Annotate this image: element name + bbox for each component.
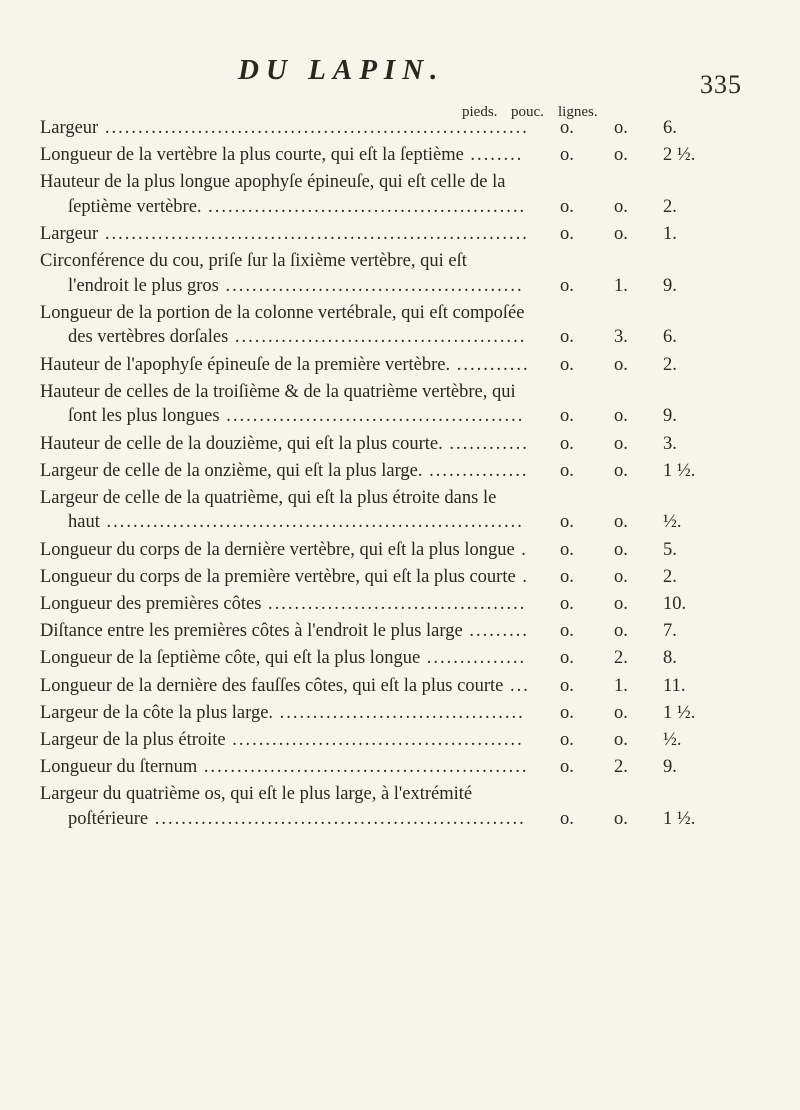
row-label-text: Largeur de la plus étroite [40, 729, 226, 750]
row-values [530, 222, 770, 247]
value-pieds: o. [560, 460, 574, 481]
dot-leader: ................................................. [197, 757, 529, 778]
value-pouces: 2. [614, 757, 628, 778]
row-label [40, 432, 530, 457]
value-pieds: o. [560, 539, 574, 560]
dot-leader: ... [503, 675, 530, 696]
dot-leader: ............................................. [218, 275, 524, 296]
value-lignes: ½. [663, 729, 682, 750]
dot-leader: ........................................................ [148, 808, 526, 829]
row-label [40, 353, 530, 378]
row-label-text: Longueur de la vertèbre la plus courte, qui eſt la ſeptième [40, 145, 464, 166]
value-pieds: o. [560, 621, 574, 642]
table-row [40, 170, 770, 219]
value-pieds: o. [560, 196, 574, 217]
table-row [40, 728, 770, 753]
row-values [530, 195, 770, 220]
value-pieds: o. [560, 406, 574, 427]
row-values [530, 353, 770, 378]
table-row [40, 486, 770, 535]
row-label-text: Longueur des premières côtes [40, 593, 262, 614]
table-row [40, 701, 770, 726]
value-lignes: 9. [663, 275, 677, 296]
row-values [530, 565, 770, 590]
value-pouces: o. [614, 406, 628, 427]
table-row [40, 755, 770, 780]
measurement-table [40, 116, 770, 834]
dot-leader: . [515, 566, 529, 587]
dot-leader: ........ [463, 145, 524, 166]
value-pieds: o. [560, 327, 574, 348]
row-label-text: Diſtance entre les premières côtes à l'endroit le plus large [40, 621, 463, 642]
row-label [40, 646, 530, 671]
value-pouces: o. [614, 702, 628, 723]
value-pieds: o. [560, 118, 574, 138]
row-label-text: Hauteur de l'apophyſe épineuſe de la première vertèbre. [40, 354, 451, 375]
row-values [530, 510, 770, 535]
row-label-text: Circonférence du cou, priſe ſur la ſixième vertèbre, qui eſt l'endroit le plus gros [40, 251, 467, 296]
row-values [530, 807, 770, 832]
table-row [40, 674, 770, 699]
row-label [40, 782, 530, 831]
value-pieds: o. [560, 433, 574, 454]
row-label-text: Longueur de la portion de la colonne vertébrale, qui eſt compoſée des vertèbres dorſales [40, 302, 525, 348]
row-values [530, 701, 770, 726]
column-header-pouces: pouc. [511, 104, 544, 120]
row-label-text: Largeur [40, 224, 99, 245]
value-lignes: 2. [663, 566, 677, 587]
table-row [40, 380, 770, 429]
column-header-lignes: lignes. [558, 104, 598, 120]
table-row [40, 249, 770, 298]
value-lignes: 2. [663, 354, 677, 375]
value-pieds: o. [560, 593, 574, 614]
value-pouces: o. [614, 729, 628, 750]
row-label-text: Hauteur de la plus longue apophyſe épineuſe, qui eſt celle de la ſeptième vertèbre. [40, 172, 506, 217]
row-label [40, 592, 530, 617]
page-number: 335 [700, 70, 742, 99]
row-values [530, 274, 770, 299]
value-pouces: 2. [614, 648, 628, 669]
row-label-text: Hauteur de celle de la douzième, qui eſt la plus courte. [40, 433, 443, 454]
value-pouces: 1. [614, 275, 628, 296]
dot-leader: ............................................. [219, 406, 525, 427]
table-row [40, 353, 770, 378]
table-row [40, 592, 770, 617]
row-values [530, 646, 770, 671]
table-row [40, 459, 770, 484]
value-lignes: 11. [663, 675, 686, 696]
value-pieds: o. [560, 648, 574, 669]
value-pieds: o. [560, 224, 574, 245]
dot-leader: ............ [442, 433, 529, 454]
row-label [40, 249, 530, 298]
table-row [40, 646, 770, 671]
row-label-text: Hauteur de celles de la troiſième & de la quatrième vertèbre, qui ſont les plus longues [40, 381, 516, 427]
row-values [530, 116, 770, 141]
row-label [40, 619, 530, 644]
value-pieds: o. [560, 808, 574, 829]
value-lignes: 6. [663, 327, 677, 348]
dot-leader: ..................................... [273, 702, 525, 723]
table-row [40, 301, 770, 350]
value-lignes: 9. [663, 757, 677, 778]
row-values [530, 728, 770, 753]
column-header-pieds: pieds. [462, 104, 498, 120]
row-label [40, 301, 530, 350]
row-values [530, 674, 770, 699]
value-pouces: o. [614, 808, 628, 829]
dot-leader: ............................................................... [99, 512, 524, 533]
row-label [40, 701, 530, 726]
value-pouces: o. [614, 196, 628, 217]
dot-leader: ................................................................ [98, 224, 529, 245]
row-label-text: Largeur de la côte la plus large. [40, 702, 274, 723]
row-values [530, 325, 770, 350]
value-lignes: 3. [663, 433, 677, 454]
row-label [40, 143, 530, 168]
row-label-text: Longueur du corps de la première vertèbre, qui eſt la plus courte [40, 566, 516, 587]
row-label-text: Longueur de la ſeptième côte, qui eſt la plus longue [40, 648, 421, 669]
dot-leader: ........... [450, 354, 530, 375]
value-pouces: o. [614, 593, 628, 614]
row-label [40, 222, 530, 247]
value-pouces: o. [614, 539, 628, 560]
table-row [40, 222, 770, 247]
value-pieds: o. [560, 566, 574, 587]
row-values [530, 459, 770, 484]
row-values [530, 592, 770, 617]
row-label-text: Largeur du quatrième os, qui eſt le plus large, à l'extrémité poſtérieure [40, 784, 473, 829]
dot-leader: ................................................ [201, 196, 527, 217]
value-pouces: o. [614, 621, 628, 642]
table-row [40, 538, 770, 563]
row-values [530, 619, 770, 644]
value-lignes: 9. [663, 406, 677, 427]
row-values [530, 404, 770, 429]
table-row [40, 143, 770, 168]
row-values [530, 538, 770, 563]
dot-leader: ............... [422, 460, 529, 481]
value-pieds: o. [560, 757, 574, 778]
dot-leader: ............................................ [225, 729, 524, 750]
value-pouces: 1. [614, 675, 628, 696]
value-pieds: o. [560, 275, 574, 296]
table-row [40, 116, 770, 141]
value-pieds: o. [560, 512, 574, 533]
value-pieds: o. [560, 145, 574, 166]
row-values [530, 432, 770, 457]
page-header [0, 0, 800, 100]
value-lignes: 1. [663, 224, 677, 245]
value-pouces: o. [614, 566, 628, 587]
row-label [40, 380, 530, 429]
value-lignes: 7. [663, 621, 677, 642]
value-pieds: o. [560, 702, 574, 723]
table-row [40, 565, 770, 590]
row-label [40, 486, 530, 535]
value-pouces: 3. [614, 327, 628, 348]
row-label [40, 565, 530, 590]
row-label [40, 755, 530, 780]
value-pieds: o. [560, 354, 574, 375]
value-lignes: 2. [663, 196, 677, 217]
row-label [40, 116, 530, 141]
row-label-text: Longueur du corps de la dernière vertèbre, qui eſt la plus longue [40, 539, 515, 560]
value-lignes: 8. [663, 648, 677, 669]
value-pouces: o. [614, 354, 628, 375]
value-pouces: o. [614, 460, 628, 481]
value-lignes: 1 ½. [663, 808, 696, 829]
value-lignes: 10. [663, 593, 687, 614]
dot-leader: ............................................ [228, 327, 527, 348]
row-label [40, 170, 530, 219]
table-row [40, 782, 770, 831]
value-pouces: o. [614, 118, 628, 138]
value-pouces: o. [614, 512, 628, 533]
row-label-text: Largeur [40, 118, 99, 138]
row-label-text: Largeur de celle de la onzième, qui eſt la plus large. [40, 460, 423, 481]
value-pouces: o. [614, 145, 628, 166]
value-pouces: o. [614, 224, 628, 245]
table-row [40, 619, 770, 644]
row-label-text: Longueur de la dernière des fauſſes côtes, qui eſt la plus courte [40, 675, 504, 696]
row-label [40, 459, 530, 484]
value-lignes: 6. [663, 118, 677, 138]
value-lignes: 5. [663, 539, 677, 560]
value-lignes: ½. [663, 512, 682, 533]
row-label [40, 538, 530, 563]
dot-leader: ............... [420, 648, 527, 669]
row-values [530, 143, 770, 168]
table-row [40, 432, 770, 457]
value-lignes: 1 ½. [663, 702, 696, 723]
row-values [530, 755, 770, 780]
value-pouces: o. [614, 433, 628, 454]
value-lignes: 2 ½. [663, 145, 696, 166]
dot-leader: ....................................... [261, 593, 527, 614]
dot-leader: ................................................................ [98, 118, 529, 138]
value-pieds: o. [560, 729, 574, 750]
row-label [40, 728, 530, 753]
value-pieds: o. [560, 675, 574, 696]
row-label-text: Largeur de celle de la quatrième, qui eſt la plus étroite dans le haut [40, 487, 497, 533]
row-label-text: Longueur du ſternum [40, 757, 198, 778]
row-label [40, 674, 530, 699]
running-title: DU LAPIN. [238, 54, 445, 86]
dot-leader: . [514, 539, 528, 560]
dot-leader: ......... [462, 621, 529, 642]
value-lignes: 1 ½. [663, 460, 696, 481]
